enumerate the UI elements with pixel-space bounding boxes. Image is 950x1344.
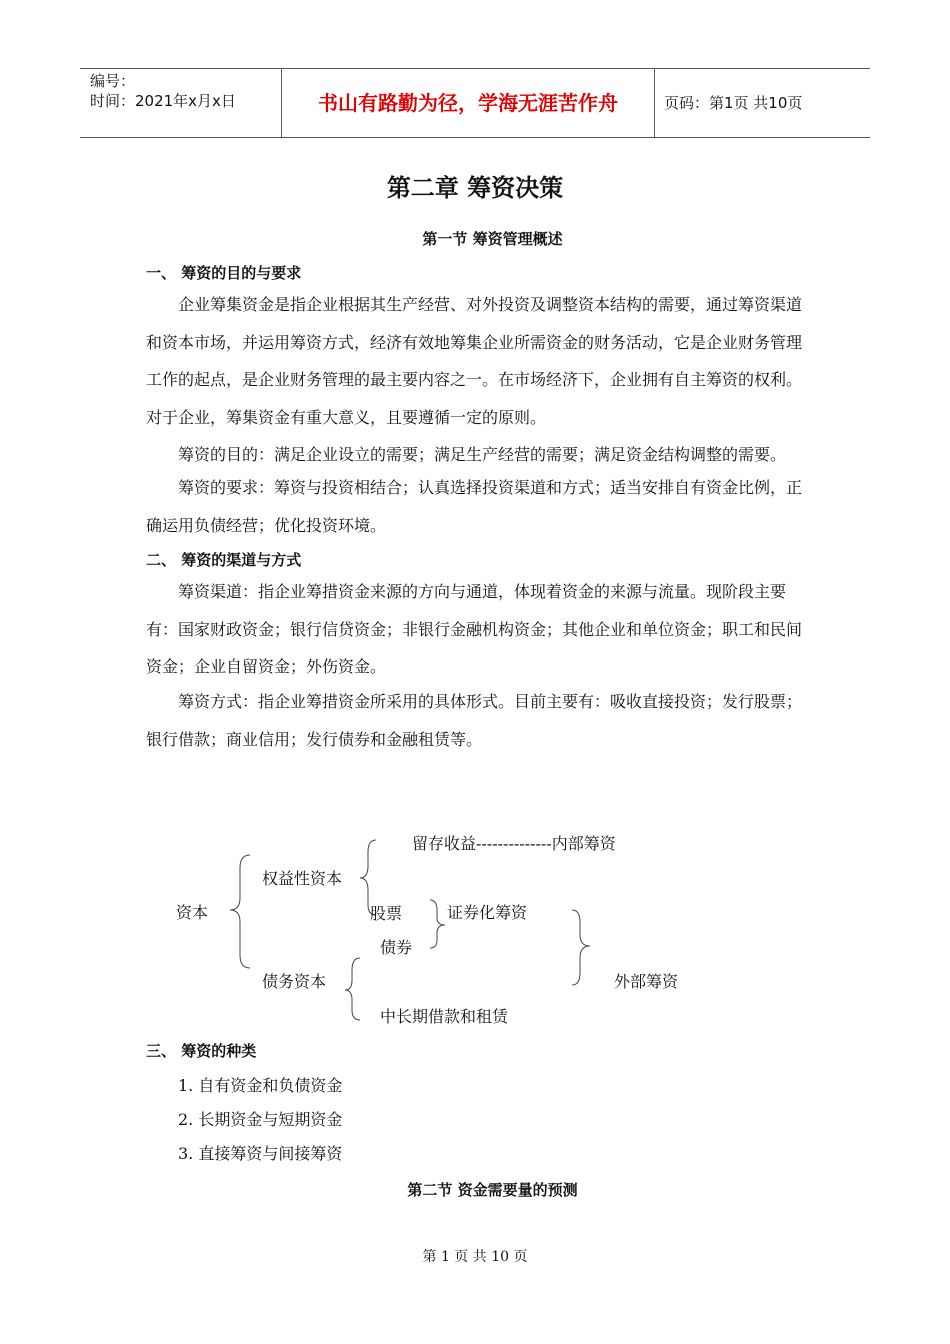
paragraph: 筹资渠道：指企业筹措资金来源的方向与通道，体现着资金的来源与流量。现阶段主要有：国家财政资金；银行信贷资金；非银行金融机构资金；其他企业和单位资金；职工和民间资金；企业自留资金；外伤资金。 [146,582,803,676]
page-footer: 第 1 页 共 10 页 [422,1249,528,1265]
node-long-term-loans: 中长期借款和租赁 [380,1007,509,1026]
node-capital: 资本 [176,903,209,922]
chapter-title: 第二章 筹资决策 [386,174,564,202]
paragraph: 企业筹集资金是指企业根据其生产经营、对外投资及调整资本结构的需要，通过筹资渠道和资本市场，并运用筹资方式，经济有效地筹集企业所需资金的财务活动，它是企业财务管理工作的起点，是企业财务管理的最主要内容之一。在市场经济下，企业拥有自主筹资的权利。对于企业，筹集资金有重大意义，且要遵循一定的原则。 [146,295,803,427]
time-label: 时间：2021年x月x日 [90,92,236,110]
heading-purpose: 一、 筹资的目的与要求 [146,264,302,282]
paragraph: 筹资方式：指企业筹措资金所采用的具体形式。目前主要有：吸收直接投资；发行股票；银行借款；商业信用；发行债券和金融租赁等。 [146,692,803,749]
list-item: 3. 直接筹资与间接筹资 [178,1144,343,1163]
paragraph: 筹资的目的：满足企业设立的需要；满足生产经营的需要；满足资金结构调整的需要。 [178,445,787,464]
node-securitized-financing: 证券化筹资 [447,903,528,922]
node-external-financing: 外部筹资 [614,972,679,991]
node-debt-capital: 债务资本 [262,972,327,991]
heading-types: 三、 筹资的种类 [146,1042,257,1060]
brace-capital [230,855,250,968]
brace-securities [430,900,445,948]
header-motto: 书山有路勤为径，学海无涯苦作舟 [282,69,655,137]
header-page-label: 页码：第1页 共10页 [664,94,803,112]
heading-channels: 二、 筹资的渠道与方式 [146,551,302,569]
node-bond: 债券 [380,938,413,957]
brace-debt [345,958,360,1020]
number-label: 编号： [90,72,136,90]
list-item: 1. 自有资金和负债资金 [178,1076,343,1095]
node-equity-capital: 权益性资本 [262,869,343,888]
section-title: 第二节 资金需要量的预测 [407,1181,578,1199]
node-stock: 股票 [370,904,403,923]
list-item: 2. 长期资金与短期资金 [178,1110,343,1129]
brace-external [572,910,590,985]
paragraph: 筹资的要求：筹资与投资相结合；认真选择投资渠道和方式；适当安排自有资金比例，正确运用负债经营；优化投资环境。 [146,478,803,535]
node-retained-earnings: 留存收益--------------内部筹资 [412,834,616,853]
section-title: 第一节 筹资管理概述 [422,230,563,248]
